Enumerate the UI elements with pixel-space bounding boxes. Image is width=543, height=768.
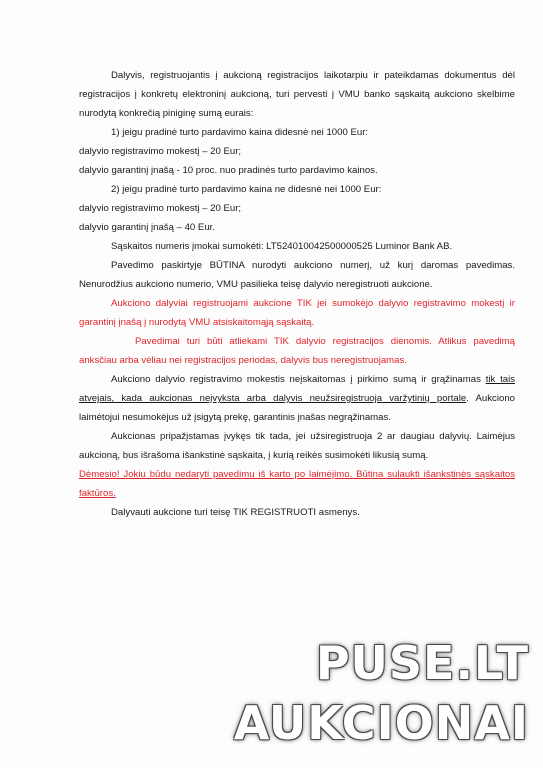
fee-refund-paragraph (79, 370, 515, 427)
case1-title: 1) jeigu pradinė turto pardavimo kaina didesnė nei 1000 Eur: (111, 127, 369, 138)
watermark-logo (229, 636, 529, 750)
watermark-line2: AUKCIONAI (233, 696, 529, 750)
warning-paragraph: Dėmesio! Jokiu būdu nedaryti pavedimu iš karto po laimėjimo. Būtina sulaukti išankstinės sąskaitos faktūros. (79, 469, 515, 499)
document-body (79, 66, 515, 522)
case2-deposit: dalyvio garantinį įnašą – 40 Eur. (79, 222, 215, 233)
case2-title: 2) jeigu pradinė turto pardavimo kaina ne didesnė nei 1000 Eur: (111, 184, 382, 195)
auction-validity-paragraph: Aukcionas pripažįstamas įvykęs tik tada, jei užsiregistruoja 2 ar daugiau dalyvių. Laimėjus aukcioną, bus išrašoma išankstinė sąskaita, į kurią reikės susimokėti likusią sumą. (79, 431, 515, 461)
payment-purpose-paragraph: Pavedimo paskirtyje BŪTINA nurodyti aukciono numerį, už kurį daromas pavedimas. Nenurodžius aukciono numerio, VMU pasilieka teisę dalyvio neregistruoti aukcione. (79, 260, 515, 290)
fee-refund-text-a: Aukciono dalyvio registravimo mokestis neįskaitomas į pirkimo sumą ir grąžinamas (111, 374, 486, 385)
intro-paragraph: Dalyvis, registruojantis į aukcioną registracijos laikotarpiu ir pateikdamas dokumentus dėl registracijos į konkretų elektroninį aukcioną, turi pervesti į VMU banko sąskaitą aukciono skelbime nurodytą konkrečią piniginę sumą eurais: (79, 70, 515, 119)
case1-deposit: dalyvio garantinį įnašą - 10 proc. nuo pradinės turto pardavimo kainos. (79, 165, 378, 176)
final-paragraph: Dalyvauti aukcione turi teisę TIK REGISTRUOTI asmenys. (111, 507, 360, 518)
payment-timing-paragraph: Pavedimai turi būti atliekami TIK dalyvio registracijos dienomis. Atlikus pavedimą anksčiau arba vėliau nei registracijos periodas, dalyvis bus neregistruojamas. (79, 336, 515, 366)
registration-condition-paragraph: Aukciono dalyviai registruojami aukcione TIK jei sumokėjo dalyvio registravimo mokestį ir garantinį įnašą į nurodytą VMU atsiskaitomąją sąskaitą. (79, 298, 515, 328)
fee-refund-text-b: . Aukciono laimėtojui nesumokėjus už įsigytą prekę, garantinis įnašas negrąžinamas. (79, 393, 515, 423)
account-number: Sąskaitos numeris įmokai sumokėti: LT524010042500000525 Luminor Bank AB. (111, 241, 453, 252)
fee-refund-underlined: tik tais atvejais, kada aukcionas neįvyksta arba dalyvis neužsiregistruoja varžytinių portale (79, 374, 515, 404)
case2-fee: dalyvio registravimo mokestį – 20 Eur; (79, 203, 242, 214)
watermark-line1: PUSE.LT (315, 636, 529, 690)
case1-fee: dalyvio registravimo mokestį – 20 Eur; (79, 146, 242, 157)
